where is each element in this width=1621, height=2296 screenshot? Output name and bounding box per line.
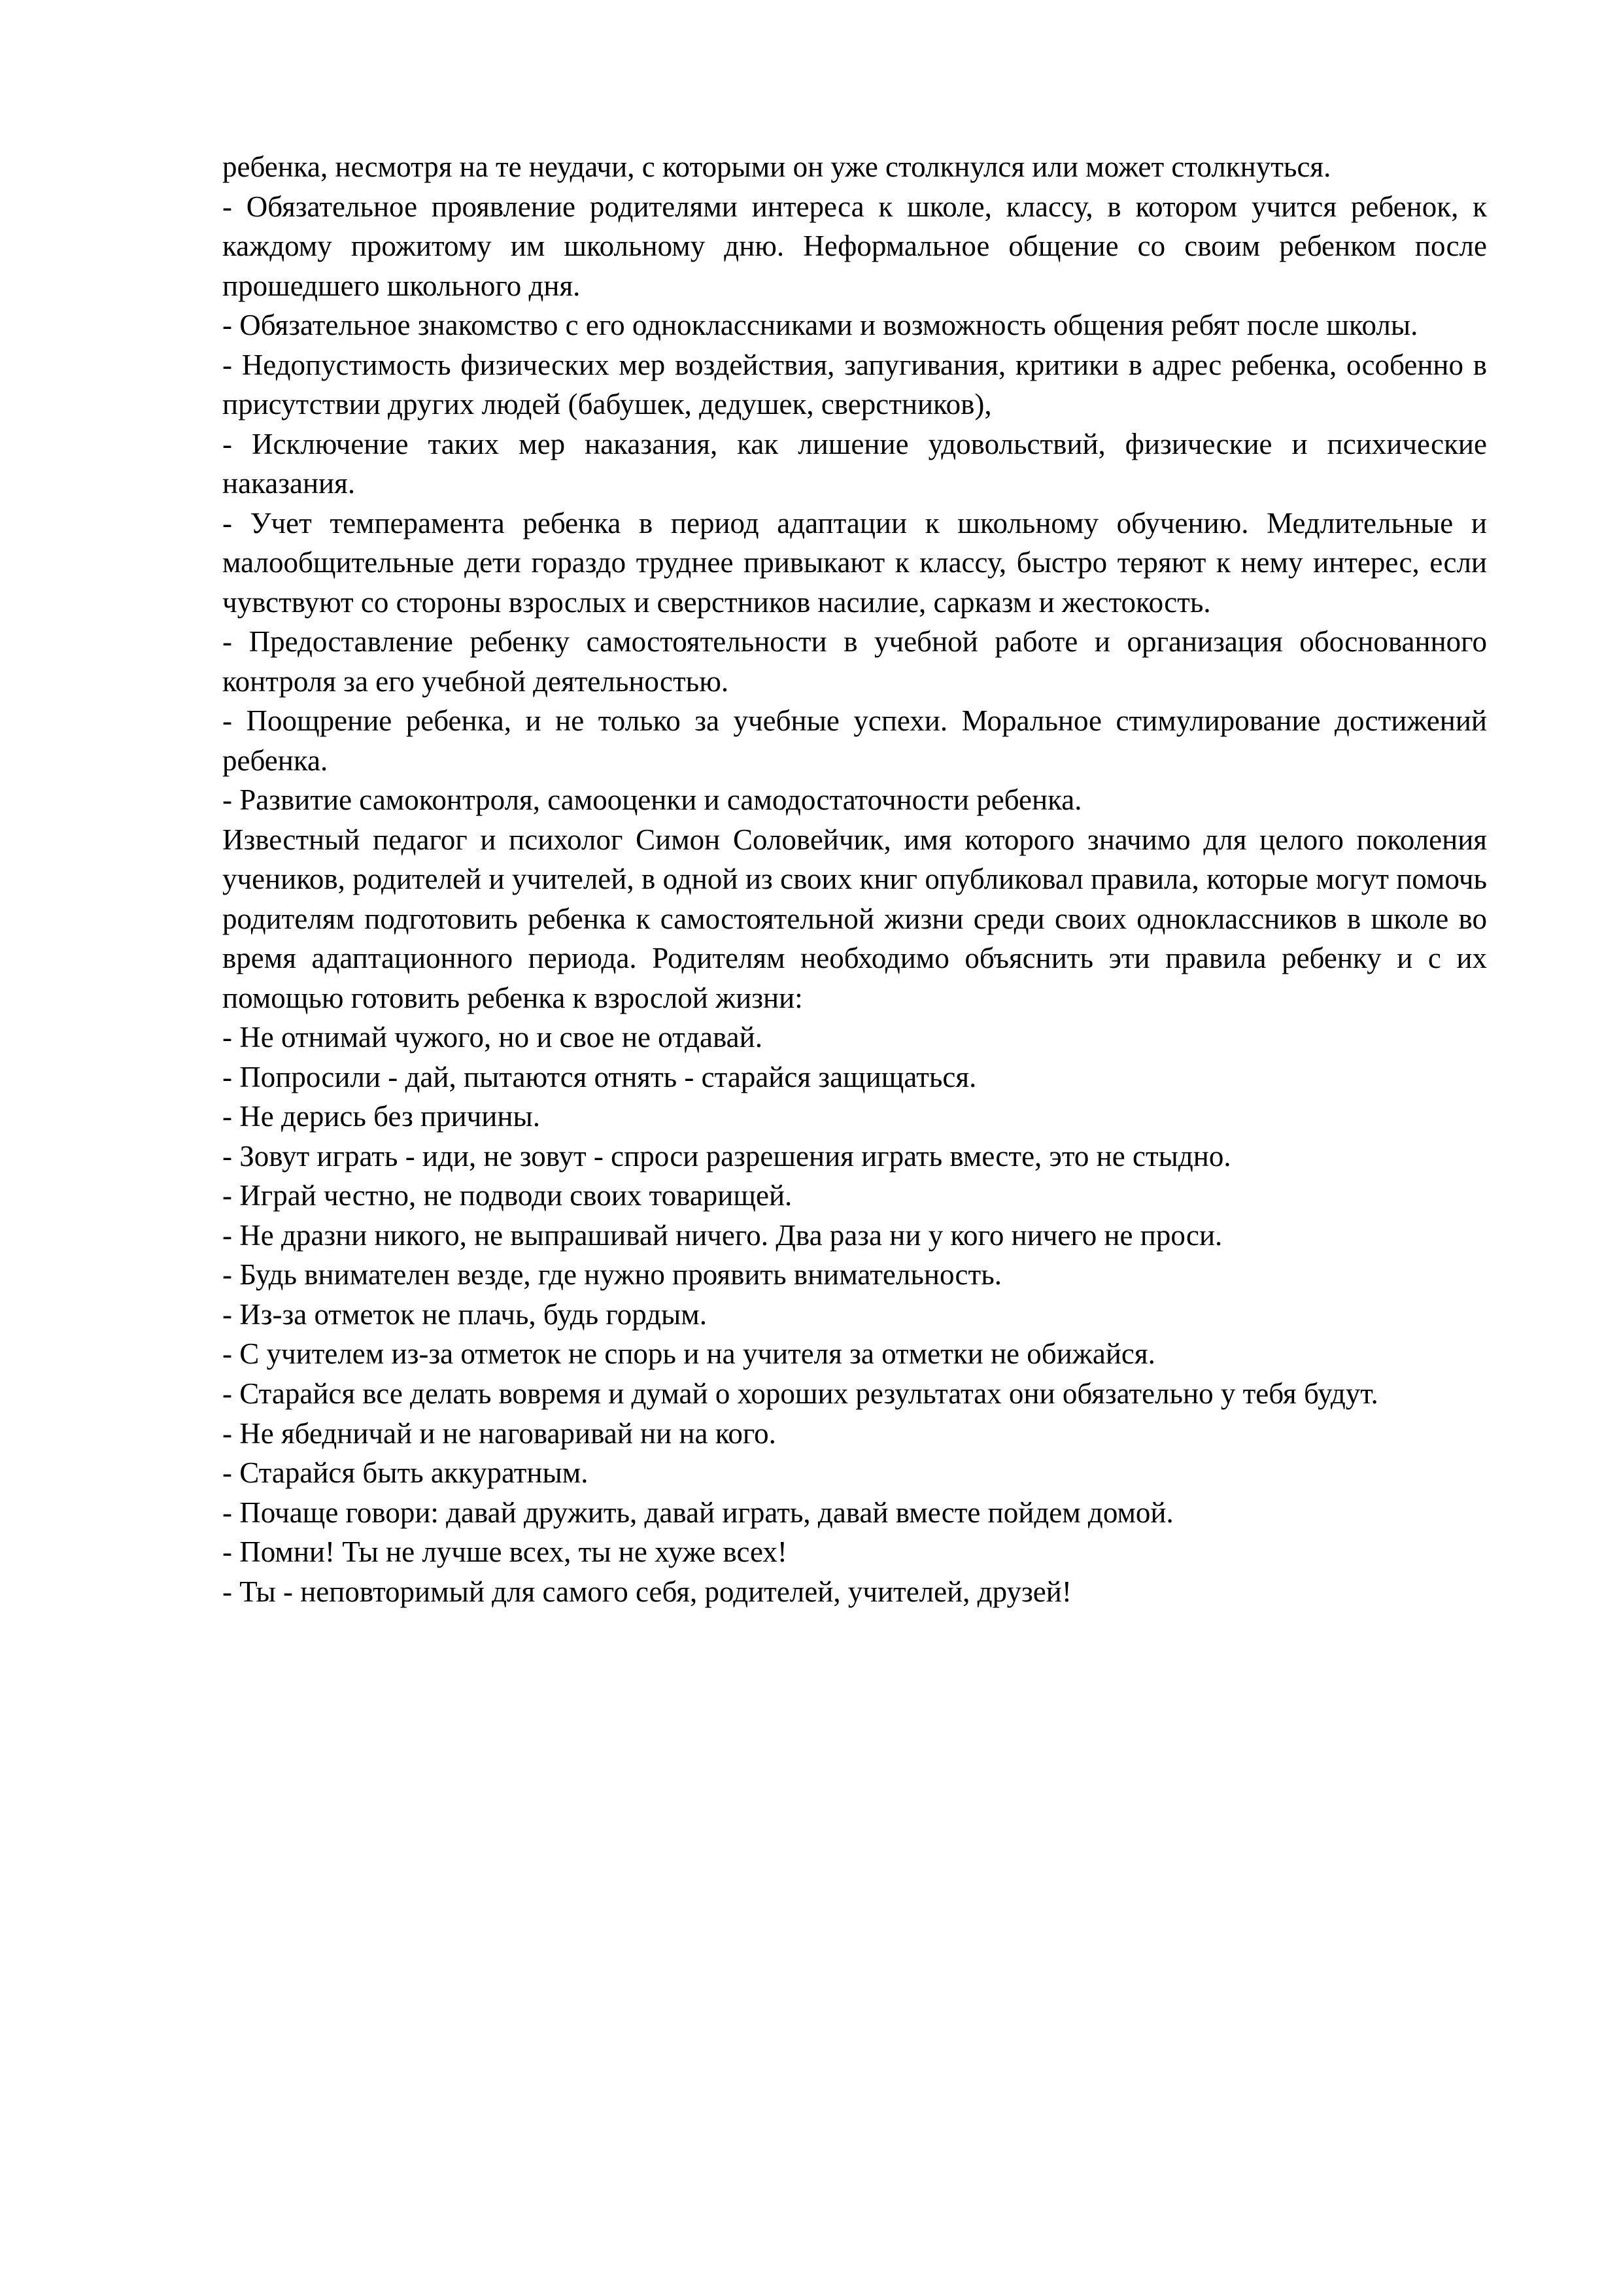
rule-play-fair: - Играй честно, не подводи своих товарищей.: [222, 1179, 793, 1212]
list-item-classmates-acquaintance: - Обязательное знакомство с его одноклассниками и возможность общения ребят после школы.: [222, 309, 1418, 342]
rule-do-not-take-others: - Не отнимай чужого, но и свое не отдавай.: [222, 1021, 762, 1054]
list-item-encouragement: - Поощрение ребенка, и не только за учебные успехи. Моральное стимулирование достижений ребенка.: [222, 704, 1487, 777]
rule-no-arguing-with-teacher: - С учителем из-за отметок не спорь и на учителя за отметки не обижайся.: [222, 1337, 1155, 1371]
list-item-temperament: - Учет темперамента ребенка в период адаптации к школьному обучению. Медлительные и малообщительные дети гораздо труднее привыкают к классу, быстро теряют к нему интерес, если чувствуют со стороны взрослых и сверстников насилие, сарказм и жестокость.: [222, 506, 1487, 619]
list-item-independence: - Предоставление ребенку самостоятельности в учебной работе и организация обоснованного контроля за его учебной деятельностью.: [222, 625, 1487, 698]
rule-do-things-on-time: - Старайся все делать вовремя и думай о хороших результатах они обязательно у тебя будут.: [222, 1377, 1378, 1410]
rule-no-teasing: - Не дразни никого, не выпрашивай ничего. Два раза ни у кого ничего не проси.: [222, 1218, 1223, 1252]
rule-speak-friendly: - Почаще говори: давай дружить, давай играть, давай вместе пойдем домой.: [222, 1496, 1174, 1529]
rule-remember-equality: - Помни! Ты не лучше всех, ты не хуже всех!: [222, 1535, 787, 1569]
rule-give-when-asked: - Попросили - дай, пытаются отнять - старайся защищаться.: [222, 1060, 977, 1093]
rule-no-fighting: - Не дерись без причины.: [222, 1100, 540, 1133]
paragraph-continuation: ребенка, несмотря на те неудачи, с которыми он уже столкнулся или может столкнуться.: [222, 150, 1331, 183]
paragraph-solovejchik-intro: Известный педагог и психолог Симон Соловейчик, имя которого значимо для целого поколения учеников, родителей и учителей, в одной из своих книг опубликовал правила, которые могут помочь родителям подготовить ребенка к самостоятельной жизни среди своих одноклассников в школе во время адаптационного периода. Родителям необходимо объяснить эти правила ребенку и с их помощью готовить ребенка к взрослой жизни:: [222, 823, 1487, 1014]
list-item-self-control: - Развитие самоконтроля, самооценки и самодостаточности ребенка.: [222, 783, 1082, 817]
list-item-no-punishment: - Исключение таких мер наказания, как лишение удовольствий, физические и психические наказания.: [222, 427, 1487, 500]
rule-you-are-unique: - Ты - неповторимый для самого себя, родителей, учителей, друзей!: [222, 1575, 1072, 1608]
rule-be-neat: - Старайся быть аккуратным.: [222, 1456, 589, 1490]
rule-be-attentive: - Будь внимателен везде, где нужно проявить внимательность.: [222, 1258, 1002, 1292]
document-body: [222, 147, 1487, 1611]
list-item-no-physical-measures: - Недопустимость физических мер воздействия, запугивания, критики в адрес ребенка, особенно в присутствии других людей (бабушек, дедушек, сверстников),: [222, 348, 1487, 421]
rule-no-telling-tales: - Не ябедничай и не наговаривай ни на кого.: [222, 1416, 776, 1450]
list-item-parent-interest: - Обязательное проявление родителями интереса к школе, классу, в котором учится ребенок, к каждому прожитому им школьному дню. Неформальное общение со своим ребенком после прошедшего школьного дня.: [222, 190, 1487, 302]
rule-no-crying-over-marks: - Из-за отметок не плачь, будь гордым.: [222, 1297, 707, 1331]
rule-play-invitation: - Зовут играть - иди, не зовут - спроси разрешения играть вместе, это не стыдно.: [222, 1139, 1231, 1173]
